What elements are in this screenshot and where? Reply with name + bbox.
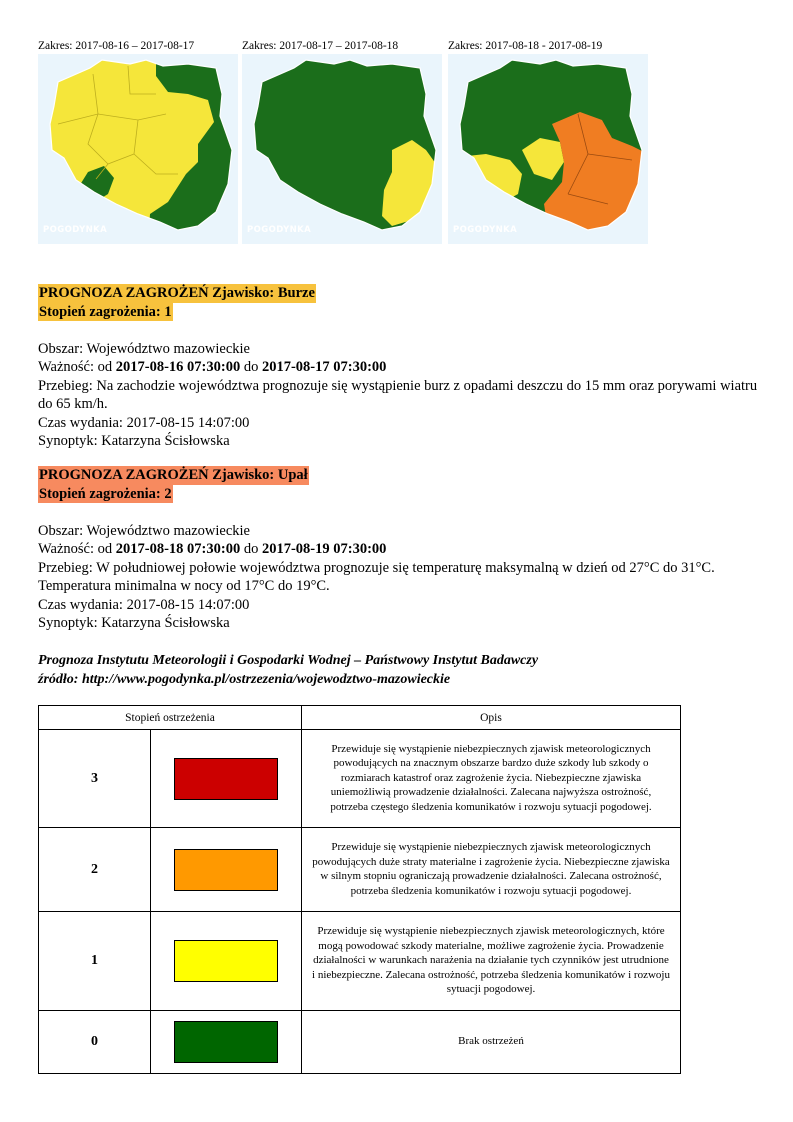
level-number: 3 <box>39 730 151 828</box>
pogodynka-logo: POGODYNKA <box>453 225 518 235</box>
warning-title-highlight: PROGNOZA ZAGROŻEŃ Zjawisko: Upał <box>39 467 308 483</box>
pogodynka-logo: POGODYNKA <box>43 225 108 235</box>
warning-title-highlight: PROGNOZA ZAGROŻEŃ Zjawisko: Burze <box>39 285 315 301</box>
table-row <box>39 912 681 1011</box>
level-description: Przewiduje się wystąpienie niebezpiecznych zjawisk meteorologicznych powodujących duże straty materialne i zagrożenie życia. Niebezpieczne zjawiska w silnym stopniu ograniczają prowadzenie działalności. Zalecana ostrożność, potrzeba śledzenia komunikatów i rozwoju sytuacji pogodowej. <box>302 828 681 912</box>
level-description: Brak ostrzeżeń <box>302 1011 681 1074</box>
level-color-swatch <box>174 940 278 982</box>
source-note <box>38 652 758 689</box>
map-caption: Zakres: 2017-08-18 - 2017-08-19 <box>448 40 603 52</box>
map-2017-08-16 <box>38 38 238 235</box>
map-caption: Zakres: 2017-08-16 – 2017-08-17 <box>38 40 195 52</box>
header-degree: Stopień ostrzeżenia <box>39 706 302 730</box>
poland-map <box>242 54 442 244</box>
level-color-swatch <box>174 758 278 800</box>
pogodynka-logo: POGODYNKA <box>247 225 312 235</box>
poland-map <box>448 54 648 244</box>
map-2017-08-17 <box>242 38 442 235</box>
level-description: Przewiduje się wystąpienie niebezpiecznych zjawisk meteorologicznych powodujących na znacznym obszarze bardzo duże szkody lub szkody o rozmiarach katastrof oraz zagrożenie życia. Niebezpieczne zjawiska uniemożliwią prowadzenie działalności. Zalecana najwyższa ostrożność, potrzeba częstego śledzenia komunikatów i rozwoju sytuacji pogodowej. <box>302 730 681 828</box>
map-caption: Zakres: 2017-08-17 – 2017-08-18 <box>242 40 399 52</box>
warning-degree-highlight: Stopień zagrożenia: 2 <box>39 485 172 502</box>
level-number: 0 <box>39 1011 151 1074</box>
warning-heat <box>38 466 758 633</box>
level-description: Przewiduje się wystąpienie niebezpiecznych zjawisk meteorologicznych, które mogą powodować szkody materialne, możliwe zagrożenie życia. Prowadzenie działalności w warunkach narażenia na działanie tych czynników jest utrudnione i niebezpieczne. Zalecana ostrożność, potrzeba śledzenia komunikatów i rozwoju sytuacji pogodowej. <box>302 912 681 1011</box>
warning-issued: Czas wydania: 2017-08-15 14:07:00 <box>38 414 250 431</box>
warning-synoptic: Synoptyk: Katarzyna Ścisłowska <box>38 433 230 449</box>
warning-area: Obszar: Województwo mazowieckie <box>38 340 250 357</box>
level-color-swatch <box>174 1021 278 1063</box>
header-description: Opis <box>302 706 681 730</box>
source-url: źródło: http://www.pogodynka.pl/ostrzezenia/wojewodztwo-mazowieckie <box>38 671 451 687</box>
warning-course: Przebieg: W południowej połowie województwa prognozuje się temperaturę maksymalną w dzień od 27°C do 31°C. Temperatura minimalna w nocy od 17°C do 19°C. <box>38 559 715 594</box>
level-number: 2 <box>39 828 151 912</box>
warning-degree-highlight: Stopień zagrożenia: 1 <box>39 303 172 320</box>
warning-synoptic: Synoptyk: Katarzyna Ścisłowska <box>38 615 230 631</box>
warning-course: Przebieg: Na zachodzie województwa prognozuje się wystąpienie burz z opadami deszczu do 15 mm oraz porywami wiatru do 65 km/h. <box>38 377 758 412</box>
warning-validity: Ważność: od 2017-08-18 07:30:00 do 2017-08-19 07:30:00 <box>38 541 387 557</box>
table-header-row <box>39 706 681 730</box>
warning-storm <box>38 284 758 451</box>
source-institute: Prognoza Instytutu Meteorologii i Gospodarki Wodnej – Państwowy Instytut Badawczy <box>38 653 539 668</box>
level-color-swatch <box>174 849 278 891</box>
level-number: 1 <box>39 912 151 1011</box>
table-row <box>39 828 681 912</box>
warning-issued: Czas wydania: 2017-08-15 14:07:00 <box>38 596 250 613</box>
map-2017-08-18 <box>448 38 648 235</box>
warning-levels-table <box>38 705 681 1074</box>
warning-validity: Ważność: od 2017-08-16 07:30:00 do 2017-08-17 07:30:00 <box>38 359 387 375</box>
warning-maps <box>38 38 658 248</box>
table-row <box>39 730 681 828</box>
poland-map <box>38 54 238 244</box>
warning-area: Obszar: Województwo mazowieckie <box>38 522 250 539</box>
table-row <box>39 1011 681 1074</box>
